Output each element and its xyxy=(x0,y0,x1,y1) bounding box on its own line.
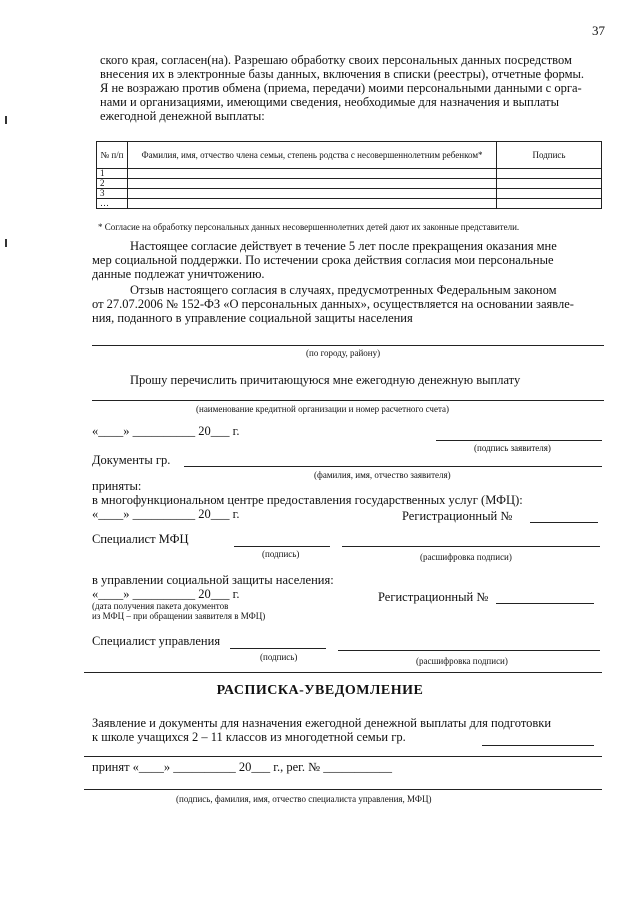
city-field-line[interactable] xyxy=(92,345,604,346)
mfc-decode-caption: (расшифровка подписи) xyxy=(420,552,512,562)
receipt-date-caption-2: из МФЦ – при обращении заявителя в МФЦ) xyxy=(92,611,266,621)
mfc-specialist-label: Специалист МФЦ xyxy=(92,532,189,546)
validity-line-1: Настоящее согласие действует в течение 5 лет после прекращения оказания мне xyxy=(130,239,557,253)
mfc-decode-line[interactable] xyxy=(342,546,600,547)
row-number: 3 xyxy=(97,189,128,199)
office-specialist-label: Специалист управления xyxy=(92,634,221,648)
row-signature-cell[interactable] xyxy=(497,189,602,199)
row-signature-cell[interactable] xyxy=(497,169,602,179)
transfer-request: Прошу перечислить причитающуюся мне ежегодную денежную выплату xyxy=(130,373,521,387)
office-signature-caption: (подпись) xyxy=(260,652,298,662)
specialist-caption: (подпись, фамилия, имя, отчество специалиста управления, МФЦ) xyxy=(176,794,432,804)
receipt-line-1: Заявление и документы для назначения ежегодной денежной выплаты для подготовки xyxy=(92,716,552,730)
mfc-date[interactable]: «____» __________ 20___ г. xyxy=(92,507,240,521)
table-row xyxy=(97,169,602,179)
applicant-signature-line[interactable] xyxy=(436,440,602,441)
bank-caption: (наименование кредитной организации и номер расчетного счета) xyxy=(196,404,449,414)
documents-label: Документы гр. xyxy=(92,453,171,467)
page-number: 37 xyxy=(592,23,605,38)
applicant-name-caption: (фамилия, имя, отчество заявителя) xyxy=(314,470,451,480)
column-header-number: № п/п xyxy=(97,142,128,169)
social-protection-label: в управлении социальной защиты населения: xyxy=(92,573,334,587)
column-header-name: Фамилия, имя, отчество члена семьи, степень родства с несовершеннолетним ребенком* xyxy=(128,142,497,169)
table-row xyxy=(97,189,602,199)
row-number: 2 xyxy=(97,179,128,189)
row-name-cell[interactable] xyxy=(128,179,497,189)
row-name-cell[interactable] xyxy=(128,189,497,199)
withdrawal-line-1: Отзыв настоящего согласия в случаях, предусмотренных Федеральным законом xyxy=(130,283,557,297)
row-number: … xyxy=(97,199,128,209)
office-decode-line[interactable] xyxy=(338,650,600,651)
office-registration-line[interactable] xyxy=(496,603,594,604)
office-signature-line[interactable] xyxy=(230,648,326,649)
row-signature-cell[interactable] xyxy=(497,199,602,209)
city-caption: (по городу, району) xyxy=(306,348,381,358)
consent-line-4: нами и организациями, имеющими сведения, необходимые для назначения и выплаты xyxy=(100,95,560,109)
row-name-cell[interactable] xyxy=(128,169,497,179)
receipt-date-caption-1: (дата получения пакета документов xyxy=(92,601,229,611)
section-divider xyxy=(84,672,602,673)
office-registration-label: Регистрационный № xyxy=(378,590,489,604)
withdrawal-line-2: от 27.07.2006 № 152-ФЗ «О персональных данных», осуществляется на основании заявле- xyxy=(92,297,574,311)
office-decode-caption: (расшифровка подписи) xyxy=(416,656,508,666)
application-date[interactable]: «____» __________ 20___ г. xyxy=(92,424,240,438)
table-header-row xyxy=(97,142,602,169)
column-header-signature: Подпись xyxy=(497,142,602,169)
receipt-title: РАСПИСКА-УВЕДОМЛЕНИЕ xyxy=(216,683,424,698)
consent-line-1: ского края, согласен(на). Разрешаю обработку своих персональных данных посредством xyxy=(100,53,572,67)
mfc-signature-line[interactable] xyxy=(234,546,330,547)
row-name-cell[interactable] xyxy=(128,199,497,209)
receipt-name-line[interactable] xyxy=(482,745,594,746)
validity-line-2: мер социальной поддержки. По истечении срока действия согласия мои персональные xyxy=(92,253,554,267)
table-row xyxy=(97,179,602,189)
consent-line-5: ежегодной денежной выплаты: xyxy=(100,109,265,123)
row-signature-cell[interactable] xyxy=(497,179,602,189)
family-members-table xyxy=(96,141,602,209)
bank-field-line[interactable] xyxy=(92,400,604,401)
consent-line-2: внесения их в электронные базы данных, включения в списки (реестры), отчетные формы. xyxy=(100,67,585,81)
applicant-signature-caption: (подпись заявителя) xyxy=(474,443,551,453)
table-footnote: * Согласие на обработку персональных данных несовершеннолетних детей дают их законные представители. xyxy=(98,222,520,232)
mfc-signature-caption: (подпись) xyxy=(262,549,300,559)
specialist-line[interactable] xyxy=(84,789,602,790)
receipt-accepted-line[interactable]: принят «____» __________ 20___ г., рег. № ___________ xyxy=(92,760,392,774)
receipt-line-2: к школе учащихся 2 – 11 классов из многодетной семьи гр. xyxy=(92,730,406,744)
margin-mark xyxy=(5,239,7,247)
mfc-label: в многофункциональном центре предоставления государственных услуг (МФЦ): xyxy=(92,493,523,507)
margin-mark xyxy=(5,116,7,124)
receipt-name-continuation-line[interactable] xyxy=(84,756,602,757)
table-row xyxy=(97,199,602,209)
withdrawal-line-3: ния, поданного в управление социальной защиты населения xyxy=(92,311,413,325)
accepted-label: приняты: xyxy=(92,479,142,493)
validity-line-3: данные подлежат уничтожению. xyxy=(92,267,265,281)
row-number: 1 xyxy=(97,169,128,179)
applicant-name-line[interactable] xyxy=(184,466,602,467)
consent-line-3: Я не возражаю против обмена (приема, передачи) моими персональными данными с орга- xyxy=(100,81,582,95)
mfc-registration-line[interactable] xyxy=(530,522,598,523)
social-protection-date[interactable]: «____» __________ 20___ г. xyxy=(92,587,240,601)
mfc-registration-label: Регистрационный № xyxy=(402,509,513,523)
